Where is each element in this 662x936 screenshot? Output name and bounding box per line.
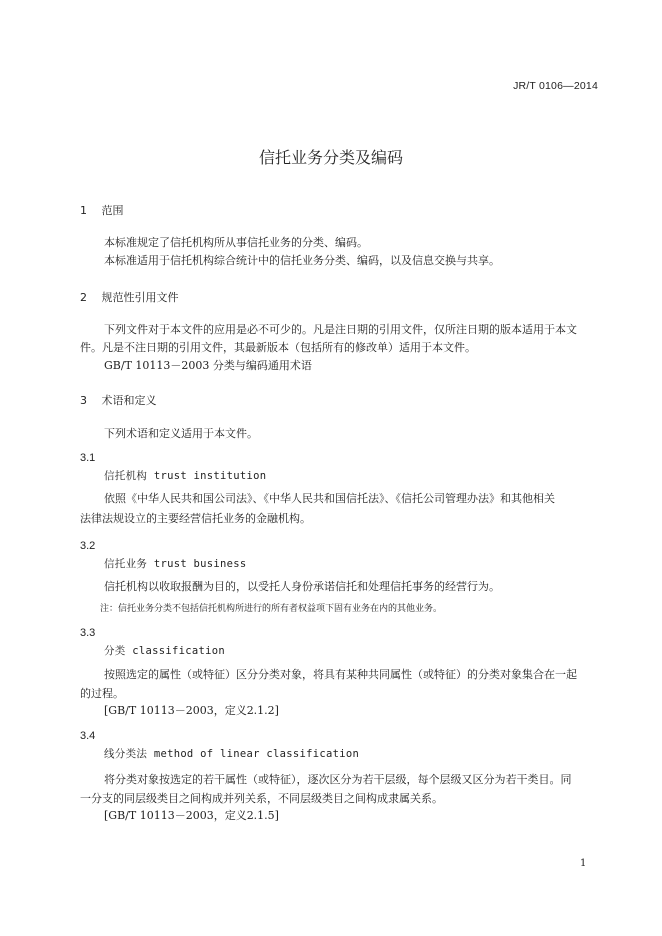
references-paragraph-line-1: 下列文件对于本文件的应用是必不可少的。凡是注日期的引用文件，仅所注日期的版本适用于本文 xyxy=(104,323,577,336)
term-definition-line-1: 按照选定的属性（或特征）区分分类对象，将具有某种共同属性（或特征）的分类对象集合在一起 xyxy=(104,668,577,681)
term-definition-line-1: 依照《中华人民共和国公司法》、《中华人民共和国信托法》、《信托公司管理办法》和其他相关 xyxy=(104,492,555,505)
section-title: 范围 xyxy=(101,204,124,217)
term-english: trust business xyxy=(153,558,247,570)
term-heading xyxy=(104,746,359,761)
references-paragraph-line-2: 件。凡是不注日期的引用文件，其最新版本（包括所有的修改单）适用于本文件。 xyxy=(80,341,476,354)
term-heading xyxy=(104,643,225,658)
term-heading xyxy=(104,556,247,571)
page-number: 1 xyxy=(580,858,587,869)
term-english: trust institution xyxy=(153,470,267,482)
term-definition-line-1: 将分类对象按选定的若干属性（或特征），逐次区分为若干层级，每个层级又区分为若干类目。同 xyxy=(104,773,572,786)
term-chinese: 信托机构 xyxy=(104,470,148,482)
section-number: 3 xyxy=(80,394,87,407)
term-definition-line-2: 法律法规设立的主要经营信托业务的金融机构。 xyxy=(80,512,311,525)
section-number: 1 xyxy=(80,204,87,217)
term-source-reference: [GB/T 10113－2003，定义2.1.5] xyxy=(104,809,279,822)
section-title: 术语和定义 xyxy=(101,394,157,407)
term-definition-line-2: 一分支的同层级类目之间构成并列关系，不同层级类目之间构成隶属关系。 xyxy=(80,792,443,805)
document-title: 信托业务分类及编码 xyxy=(258,148,403,167)
scope-paragraph-1: 本标准规定了信托机构所从事信托业务的分类、编码。 xyxy=(104,236,368,249)
section-number: 2 xyxy=(80,291,87,304)
term-number: 3.1 xyxy=(80,452,96,464)
section-3-heading xyxy=(80,392,157,408)
term-source-reference: [GB/T 10113－2003，定义2.1.2] xyxy=(104,704,279,717)
section-title: 规范性引用文件 xyxy=(101,291,179,304)
scope-paragraph-2: 本标准适用于信托机构综合统计中的信托业务分类、编码，以及信息交换与共享。 xyxy=(104,254,500,267)
reference-item: GB/T 10113－2003 分类与编码通用术语 xyxy=(104,359,312,372)
term-note: 注：信托业务分类不包括信托机构所进行的所有者权益项下固有业务在内的其他业务。 xyxy=(100,604,443,614)
standard-code-header: JR/T 0106—2014 xyxy=(513,80,598,92)
terms-intro: 下列术语和定义适用于本文件。 xyxy=(104,427,258,440)
term-number: 3.2 xyxy=(80,540,96,552)
term-chinese: 分类 xyxy=(104,645,126,657)
term-definition-line-2: 的过程。 xyxy=(80,687,124,700)
term-number: 3.4 xyxy=(80,730,96,742)
term-english: classification xyxy=(132,645,225,657)
term-chinese: 线分类法 xyxy=(104,748,148,760)
term-english: method of linear classification xyxy=(153,748,360,760)
term-number: 3.3 xyxy=(80,627,96,639)
section-2-heading xyxy=(80,289,179,305)
term-chinese: 信托业务 xyxy=(104,558,148,570)
term-definition-line-1: 信托机构以收取报酬为目的，以受托人身份承诺信托和处理信托事务的经营行为。 xyxy=(104,580,500,593)
term-heading xyxy=(104,468,266,483)
section-1-heading xyxy=(80,202,124,218)
